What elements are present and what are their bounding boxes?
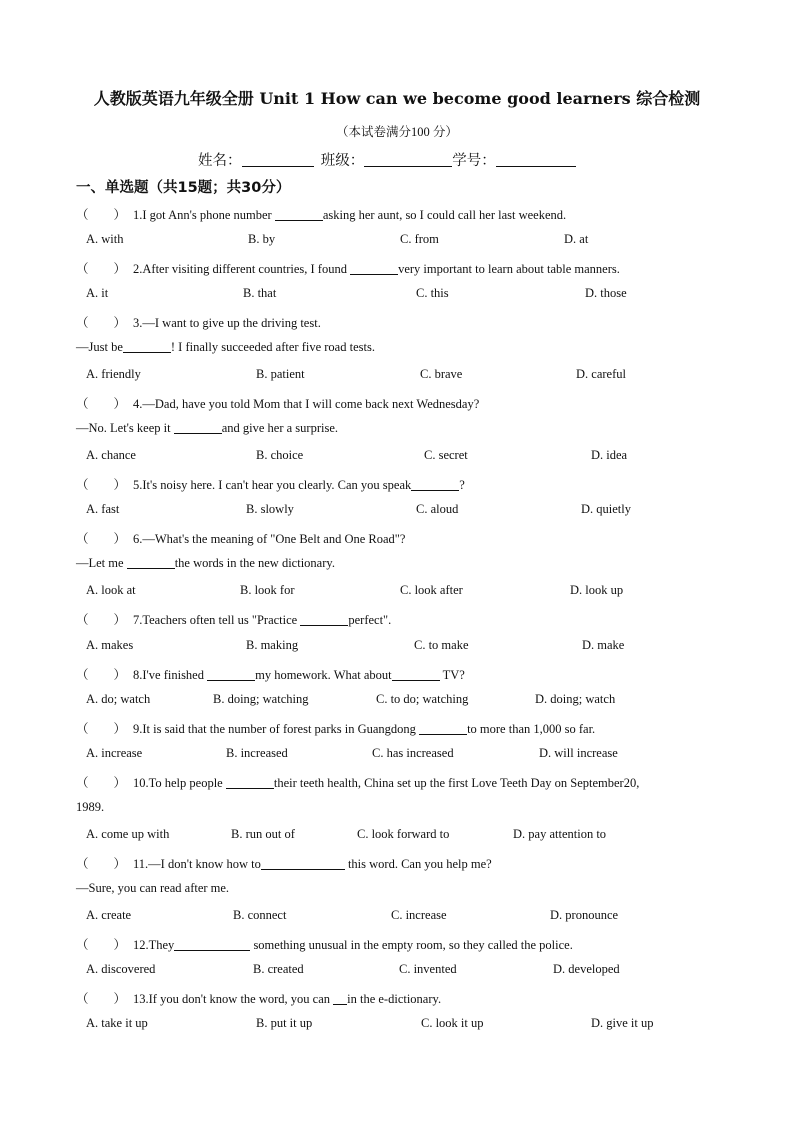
option-b[interactable]: B. increased — [226, 746, 288, 760]
question-text-cont: something unusual in the empty room, so they called the police. — [250, 938, 573, 952]
question-text-cont: their teeth health, China set up the first Love Teeth Day on September20, — [273, 776, 640, 790]
question-text: 9.It is said that the number of forest parks in Guangdong — [133, 722, 420, 736]
question-text: —No. Let's keep it — [76, 421, 174, 435]
name-label: 姓名： — [198, 153, 242, 169]
option-c[interactable]: C. invented — [399, 962, 457, 976]
answer-paren[interactable]: （ ） — [76, 938, 127, 952]
question-2 — [76, 259, 620, 277]
question-text: 3.—I want to give up the driving test. — [133, 316, 321, 330]
answer-paren[interactable]: （ ） — [76, 992, 127, 1006]
option-b[interactable]: B. look for — [240, 583, 295, 597]
option-c[interactable]: C. aloud — [416, 502, 459, 516]
question-3-line-2 — [76, 340, 375, 355]
option-c[interactable]: C. secret — [424, 448, 468, 462]
option-b[interactable]: B. doing; watching — [213, 692, 309, 706]
page-title: 人教版英语九年级全册 Unit 1 How can we become good learners 综合检测 — [93, 89, 701, 108]
answer-blank — [333, 992, 347, 1005]
question-5 — [76, 475, 465, 493]
option-d[interactable]: D. pay attention to — [513, 827, 607, 841]
answer-blank — [300, 613, 348, 626]
answer-paren[interactable]: （ ） — [76, 316, 127, 330]
question-10 — [76, 773, 639, 791]
page-subtitle: （本试卷满分100 分） — [336, 125, 458, 139]
option-d[interactable]: D. give it up — [591, 1016, 654, 1030]
option-a[interactable]: A. with — [86, 232, 124, 246]
option-d[interactable]: D. make — [582, 638, 625, 652]
question-text-cont: and give her a surprise. — [221, 421, 338, 435]
option-b[interactable]: B. by — [248, 232, 276, 246]
option-b[interactable]: B. put it up — [256, 1016, 313, 1030]
option-c[interactable]: C. to do; watching — [376, 692, 469, 706]
option-d[interactable]: D. idea — [591, 448, 628, 462]
answer-blank — [127, 556, 175, 569]
option-a[interactable]: A. look at — [86, 583, 136, 597]
option-d[interactable]: D. quietly — [581, 502, 631, 516]
option-b[interactable]: B. connect — [233, 908, 287, 922]
question-text: 12.They — [133, 938, 175, 952]
id-label: 学号： — [452, 153, 496, 169]
answer-blank — [261, 857, 345, 870]
option-d[interactable]: D. those — [585, 286, 627, 300]
question-4-line-2 — [76, 421, 338, 436]
option-a[interactable]: A. friendly — [86, 367, 141, 381]
option-b[interactable]: B. choice — [256, 448, 304, 462]
question-text-cont: perfect". — [348, 613, 392, 627]
question-text: 7.Teachers often tell us "Practice — [133, 613, 301, 627]
question-text-cont: in the e-dictionary. — [347, 992, 442, 1006]
question-text: 10.To help people — [133, 776, 226, 790]
answer-paren[interactable]: （ ） — [76, 613, 127, 627]
question-text: 8.I've finished — [133, 668, 208, 682]
option-c[interactable]: C. brave — [420, 367, 463, 381]
option-d[interactable]: D. look up — [570, 583, 624, 597]
option-d[interactable]: D. at — [564, 232, 589, 246]
answer-blank — [411, 478, 459, 491]
option-b[interactable]: B. run out of — [231, 827, 295, 841]
option-a[interactable]: A. come up with — [86, 827, 170, 841]
option-c[interactable]: C. to make — [414, 638, 469, 652]
question-11 — [76, 854, 492, 872]
question-4 — [76, 394, 479, 412]
question-3 — [76, 313, 321, 331]
question-text-cont: very important to learn about table manners. — [398, 262, 620, 276]
question-text: —Just be — [76, 340, 123, 354]
answer-paren[interactable]: （ ） — [76, 532, 127, 546]
option-d[interactable]: D. doing; watch — [535, 692, 616, 706]
answer-paren[interactable]: （ ） — [76, 397, 127, 411]
answer-blank — [174, 421, 222, 434]
question-text: 5.It's noisy here. I can't hear you clearly. Can you speak — [133, 478, 412, 492]
option-a[interactable]: A. it — [86, 286, 109, 300]
section-heading: 一、单选题（共15题；共30分） — [76, 180, 291, 196]
question-8 — [76, 665, 465, 683]
class-blank[interactable] — [364, 152, 452, 167]
option-b[interactable]: B. making — [246, 638, 299, 652]
option-b[interactable]: B. patient — [256, 367, 305, 381]
option-b[interactable]: B. that — [243, 286, 277, 300]
question-text: —Sure, you can read after me. — [76, 881, 230, 895]
question-text: 11.—I don't know how to — [133, 857, 261, 871]
answer-blank — [174, 938, 250, 951]
question-text-cont: this word. Can you help me? — [344, 857, 492, 871]
question-1 — [76, 205, 566, 223]
option-c[interactable]: C. this — [416, 286, 449, 300]
answer-blank — [123, 340, 171, 353]
question-text-cont: ? — [459, 478, 465, 492]
answer-blank — [419, 722, 467, 735]
option-a[interactable]: A. take it up — [86, 1016, 148, 1030]
option-a[interactable]: A. makes — [86, 638, 134, 652]
option-d[interactable]: D. developed — [553, 962, 620, 976]
answer-paren[interactable]: （ ） — [76, 857, 127, 871]
option-a[interactable]: A. create — [86, 908, 132, 922]
question-10-line-2 — [76, 800, 104, 815]
option-a[interactable]: A. fast — [86, 502, 120, 516]
question-6-line-2 — [76, 556, 335, 571]
id-blank[interactable] — [496, 152, 576, 167]
option-a[interactable]: A. discovered — [86, 962, 156, 976]
option-a[interactable]: A. do; watch — [86, 692, 151, 706]
question-13 — [76, 989, 441, 1007]
option-c[interactable]: C. look forward to — [357, 827, 450, 841]
question-text-mid: my homework. What about — [255, 668, 392, 682]
question-6 — [76, 529, 405, 547]
class-label: 班级： — [320, 153, 365, 169]
answer-blank — [226, 776, 274, 789]
question-text-cont: asking her aunt, so I could call her last weekend. — [322, 208, 567, 222]
answer-blank-2 — [392, 668, 440, 681]
student-info-line — [198, 149, 576, 170]
question-text-cont: ! I finally succeeded after five road tests. — [170, 340, 375, 354]
option-c[interactable]: C. look it up — [421, 1016, 484, 1030]
question-text: 2.After visiting different countries, I found — [133, 262, 351, 276]
question-7 — [76, 610, 391, 628]
question-9 — [76, 719, 595, 737]
answer-blank — [350, 262, 398, 275]
question-text-cont: TV? — [439, 668, 465, 682]
name-blank[interactable] — [242, 152, 314, 167]
option-c[interactable]: C. has increased — [372, 746, 454, 760]
option-a[interactable]: A. chance — [86, 448, 136, 462]
option-c[interactable]: C. look after — [400, 583, 463, 597]
option-d[interactable]: D. will increase — [539, 746, 618, 760]
question-11-line-2 — [76, 881, 229, 896]
answer-paren[interactable]: （ ） — [76, 776, 127, 790]
answer-paren[interactable]: （ ） — [76, 262, 127, 276]
question-text: 6.—What's the meaning of "One Belt and One Road"? — [133, 532, 406, 546]
answer-paren[interactable]: （ ） — [76, 208, 127, 222]
question-text: 4.—Dad, have you told Mom that I will come back next Wednesday? — [133, 397, 480, 411]
option-d[interactable]: D. careful — [576, 367, 626, 381]
question-text-cont: to more than 1,000 so far. — [467, 722, 596, 736]
option-b[interactable]: B. slowly — [246, 502, 294, 516]
option-a[interactable]: A. increase — [86, 746, 143, 760]
option-c[interactable]: C. from — [400, 232, 439, 246]
question-text: 13.If you don't know the word, you can — [133, 992, 334, 1006]
answer-paren[interactable]: （ ） — [76, 722, 127, 736]
question-text: 1989. — [76, 800, 105, 814]
answer-paren[interactable]: （ ） — [76, 668, 127, 682]
option-b[interactable]: B. created — [253, 962, 304, 976]
answer-blank — [275, 208, 323, 221]
answer-blank-1 — [207, 668, 255, 681]
option-c[interactable]: C. increase — [391, 908, 447, 922]
option-d[interactable]: D. pronounce — [550, 908, 619, 922]
question-text: 1.I got Ann's phone number — [133, 208, 275, 222]
question-text: —Let me — [76, 556, 127, 570]
question-text-cont: the words in the new dictionary. — [174, 556, 335, 570]
answer-paren[interactable]: （ ） — [76, 478, 127, 492]
question-12 — [76, 935, 573, 953]
